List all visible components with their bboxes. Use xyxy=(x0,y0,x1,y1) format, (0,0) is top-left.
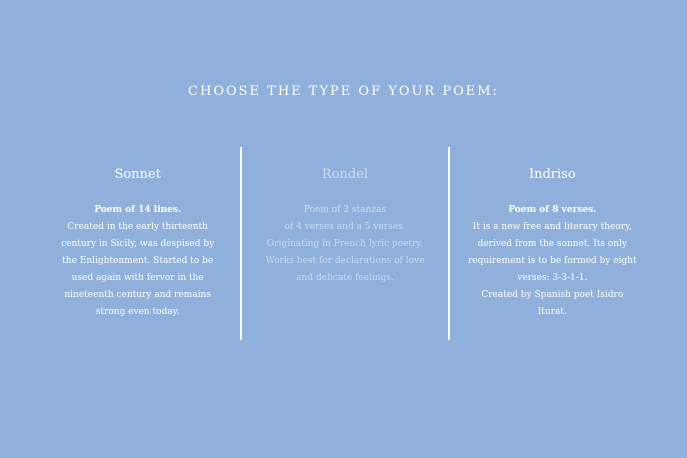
option-description-indriso: It is a new free and literary theory, derived from the sonnet. Its only requirement is to be formed by eight verses: 3-3-1-1. Created by Spanish poet Isidro Iturat. xyxy=(467,222,637,317)
option-title-rondel[interactable]: Rondel xyxy=(321,167,369,182)
page-title: CHOOSE THE TYPE OF YOUR POEM: xyxy=(188,84,499,99)
option-title-sonnet[interactable]: Sonnet xyxy=(114,167,161,182)
option-rondel[interactable] xyxy=(242,147,447,340)
option-lead-rondel: Poem of 2 stanzas xyxy=(303,205,387,215)
option-title-indriso[interactable]: Indriso xyxy=(528,167,576,182)
option-description-sonnet: Created in the early thirteenth century in Sicily, was despised by the Enlightenment. Started to be used again with fervor in the nineteenth century and remains strong even today. xyxy=(61,222,215,317)
option-description-rondel: of 4 verses and a 5 verses. Originating in French lyric poetry. Works best for declarations of love and delicate feelings. xyxy=(265,222,425,283)
option-lead-indriso: Poem of 8 verses. xyxy=(508,205,597,215)
option-lead-sonnet: Poem of 14 lines. xyxy=(94,205,182,215)
option-sonnet[interactable] xyxy=(35,147,240,340)
poem-type-options xyxy=(35,147,655,340)
option-indriso[interactable] xyxy=(450,147,655,340)
